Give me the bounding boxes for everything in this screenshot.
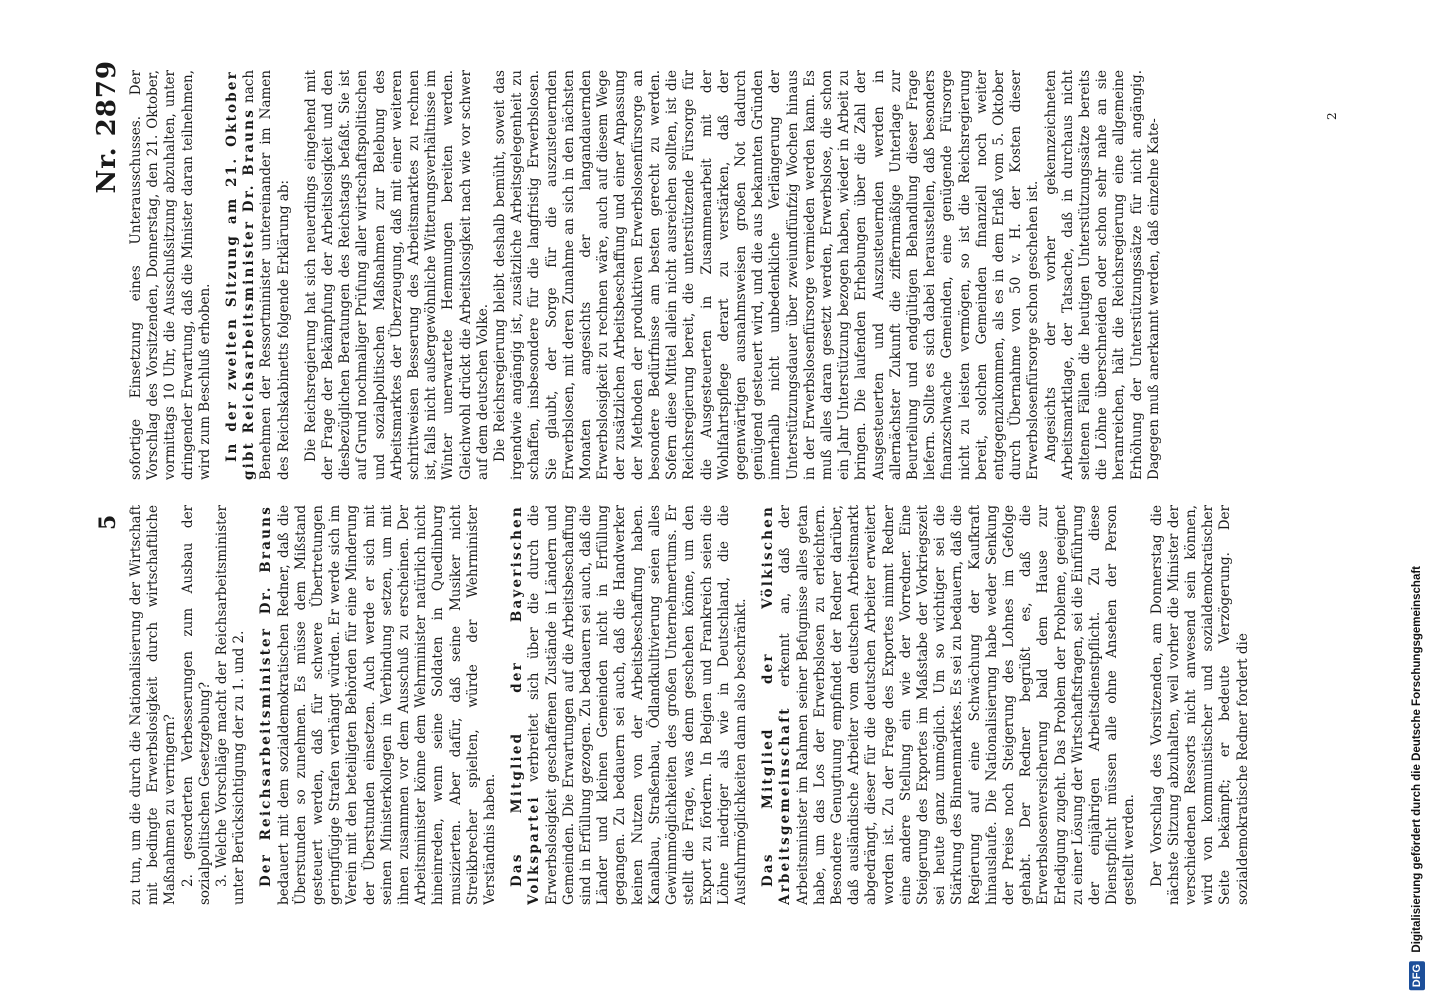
paragraph: sofortige Einsetzung eines Unterausschusses. Der Vorschlag des Vorsitzenden, Donnerstag, den 21. Oktober, vormittags 10 Uhr, die Ausschußsitzung abzuhalten, unter dringender Erwartung, daß die Minister daran teilnehmen, wird zum Beschluß erhoben. bbox=[128, 70, 213, 480]
right-text-column bbox=[128, 70, 1328, 480]
list-item-question-3: 3. Welche Vorschläge macht der Reichsarbeitsminister unter Berücksichtigung der zu 1. und 2. bbox=[214, 505, 248, 905]
paragraph: Angesichts der vorher gekennzeichneten Arbeitsmarktlage, der Tatsache, daß in durchaus nicht seltenen Fällen die heutigen Unterstützungssätze bereits die Löhne überschneiden oder schon sehr nahe an sie heranreichen, hält die Reichsregierung eine allgemeine Erhöhung der Unterstützungssätze für nicht angängig. Dagegen muß anerkannt werden, daß einzelne Kate- bbox=[1042, 70, 1162, 480]
speaker-name: Der Reichsarbeitsminister Dr. Brauns bbox=[258, 505, 275, 887]
speaker-name: In der zweiten Sitzung am 21. Oktober gibt Reichsarbeitsminister Dr. Brauns bbox=[224, 70, 258, 480]
paragraph bbox=[509, 505, 750, 905]
paragraph: zu tun, um die durch die Nationalisierung der Wirtschaft mit bedingte Erwerbslosigkeit durch wirtschaftliche Maßnahmen zu verringern? bbox=[128, 505, 179, 905]
paragraph bbox=[224, 70, 293, 480]
left-text-column bbox=[128, 505, 1328, 905]
list-item-question-2: 2. gesorderten Verbesserungen zum Ausbau der sozialpolitischen Gesetzgebung? bbox=[179, 505, 213, 905]
page-number: 5 bbox=[95, 514, 121, 530]
paragraph bbox=[258, 505, 499, 905]
paragraph bbox=[760, 505, 1138, 905]
digitization-credit-strip bbox=[1400, 0, 1434, 1000]
issue-number: Nr. 2879 bbox=[92, 60, 122, 194]
digitization-credit: Digitalisierung gefördert durch die Deutsche Forschungsgemeinschaft bbox=[1411, 566, 1423, 953]
paragraph-body: bedauert mit dem sozialdemokratischen Redner, daß die Überstunden so zunehmen. Es müsse dem Mißstand gesteuert werden, daß für schwere Übertretungen geringfügige Strafen verhängt würden. Er werde sich im Verein mit den beteiligten Behörden für eine Minderung der Überstunden einsetzen. Auch werde er sich mit seinen Ministerkollegen in Verbindung setzen, um mit ihnen zusammen vor dem Ausschuß zu erscheinen. Der Arbeitsminister könne dem Wehrminister natürlich nicht hineinreden, wenn seine Soldaten in Quedlinburg musizierten. Aber dafür, daß seine Musiker nicht Streikbrecher spielten, würde der Wehrminister Verständnis haben. bbox=[275, 505, 499, 905]
speaker-name: Das Mitglied der Völkischen Arbeitsgemeinschaft bbox=[760, 505, 794, 905]
paragraph: Die Reichsregierung hat sich neuerdings eingehend mit der Frage der Bekämpfung der Arbeitslosigkeit und den diesbezüglichen Beratungen des Reichstags befaßt. Sie ist auf Grund nochmaliger Prüfung aller wirtschaftspolitischen und sozialpolitischen Maßnahmen zur Belebung des Arbeitsmarktes der Überzeugung, daß mit einer weiteren schrittweisen Besserung des Arbeitsmarktes zu rechnen ist, falls nicht außergewöhnliche Witterungsverhältnisse im Winter unerwartete Hemmungen bereiten werden. Gleichwohl drückt die Arbeitslosigkeit nach wie vor schwer auf dem deutschen Volke. bbox=[302, 70, 491, 480]
paragraph: Der Vorschlag des Vorsitzenden, am Donnerstag die nächste Sitzung abzuhalten, weil vorher die Minister der verschiedenen Ressorts nicht anwesend sein können, wird von kommunistischer und sozialdemokratischer Seite bekämpft; er bedeute Verzögerung. Der sozialdemokratische Redner fordert die bbox=[1148, 505, 1251, 905]
list-item-text: gesorderten Verbesserungen zum Ausbau der sozialpolitischen Gesetzgebung? bbox=[179, 505, 213, 905]
paragraph-body: nach Benehmen der Ressortminister untereinander im Namen des Reichskabinetts folgende Erklärung ab: bbox=[241, 70, 292, 480]
paragraph: Die Reichsregierung bleibt deshalb bemüht, soweit das irgendwie angängig ist, zusätzliche Arbeitsgelegenheit zu schaffen, insbesondere für die langfristig Erwerbslosen. Sie glaubt, der Sorge für die auszusteuernden Erwerbslosen, mit deren Zunahme an sich in den nächsten Monaten angesichts der langandauernden Erwerbslosigkeit zu rechnen wäre, auch auf diesem Wege der zusätzlichen Arbeitsbeschaffung und einer Anpassung der Methoden der produktiven Erwerbslosenfürsorge an besondere Bedürfnisse am besten gerecht zu werden. Sofern diese Mittel allein nicht ausreichen sollten, ist die Reichsregierung bereit, die unterstützende Fürsorge für die Ausgesteuerten in Zusammenarbeit mit der Wohlfahrtspflege derart zu verstärken, daß der gegenwärtigen ausnahmsweisen großen Not dadurch genügend gesteuert wird, und die aus bekannten Gründen innerhalb nicht unbedenkliche Verlängerung der Unterstützungsdauer über zweiundfünfzig Wochen hinaus in der Erwerbslosenfürsorge vermieden werden kann. Es muß alles daran gesetzt werden, Erwerbslose, die schon ein Jahr Unterstützung bezogen haben, wieder in Arbeit zu bringen. Die laufenden Erhebungen über die Zahl der Ausgesteuerten und Auszusteuernden werden in allernächster Zukunft die ziffernmäßige Unterlage zur Beurteilung und endgültigen Behandlung dieser Frage liefern. Sollte es sich dabei herausstellen, daß besonders finanzschwache Gemeinden, eine genügende Fürsorge nicht zu leisten vermögen, so ist die Reichsregierung bereit, solchen Gemeinden finanziell noch weiter entgegenzukommen, als es in dem Erlaß vom 5. Oktober durch Übernahme von 50 v. H. der Kosten dieser Erwerbslosenfürsorge schon geschehen ist. bbox=[492, 70, 1042, 480]
dfg-logo: DFG bbox=[1409, 961, 1425, 990]
speaker-name: Das Mitglied der Bayerischen Volkspartei bbox=[509, 505, 543, 905]
footer-signature-mark: 2 bbox=[1325, 112, 1339, 120]
paragraph-body: erkennt an, daß der Arbeitsminister im Rahmen seiner Befugnisse alles getan habe, um das Los der Erwerbslosen zu erleichtern. Besondere Genugtuung empfindet der Redner darüber, daß ausländische Arbeiter vom deutschen Arbeitsmarkt abgedrängt, dieser für die deutschen Arbeiter erweitert worden ist. Zu der Frage des Exportes nimmt Redner eine andere Stellung ein wie der Vorredner. Eine Steigerung des Exportes im Maßstabe der Vorkriegszeit sei heute ganz unmöglich. Um so wichtiger sei die Stärkung des Binnenmarktes. Es sei zu bedauern, daß die Regierung auf eine Schwächung der Kaufkraft hinauslaufe. Die Nationalisierung habe weder Senkung der Preise noch Steigerung des Lohnes im Gefolge gehabt. Der Redner begrüßt es, daß die Erwerbslosenversicherung bald dem Hause zur Erledigung zugeht. Das Problem der Probleme, geeignet zu einer Lösung der Wirtschaftsfragen, sei die Einführung der einjährigen Arbeitsdienstpflicht. Zu diese Dienstpflicht müssen alle ohne Ansehen der Person gestellt werden. bbox=[777, 505, 1138, 905]
list-item-text: Welche Vorschläge macht der Reichsarbeitsminister unter Berücksichtigung der zu 1. und 2. bbox=[214, 505, 248, 905]
paragraph-body: verbreitet sich über die durch die Erwerbslosigkeit geschaffenen Zustände in Ländern und Gemeinden. Die Erwartungen auf die Arbeitsbeschaffung sind in Erfüllung gezogen. Zu bedauern sei auch, daß die Länder und kleinen Gemeinden nicht in Erfüllung gegangen. Zu bedauern sei auch, daß die Handwerker keinen Nutzen von der Arbeitsbeschaffung haben. Kanalbau, Straßenbau, Ödlandkultivierung seien alles Gewinnmöglichkeiten des großen Unternehmertums. Er stellt die Frage, was denn geschehen könne, um den Export zu fördern. In Belgien und Frankreich seien die Löhne niedriger als wie in Deutschland, die die Ausfuhrmöglichkeiten dann also beschränkt. bbox=[526, 505, 749, 905]
